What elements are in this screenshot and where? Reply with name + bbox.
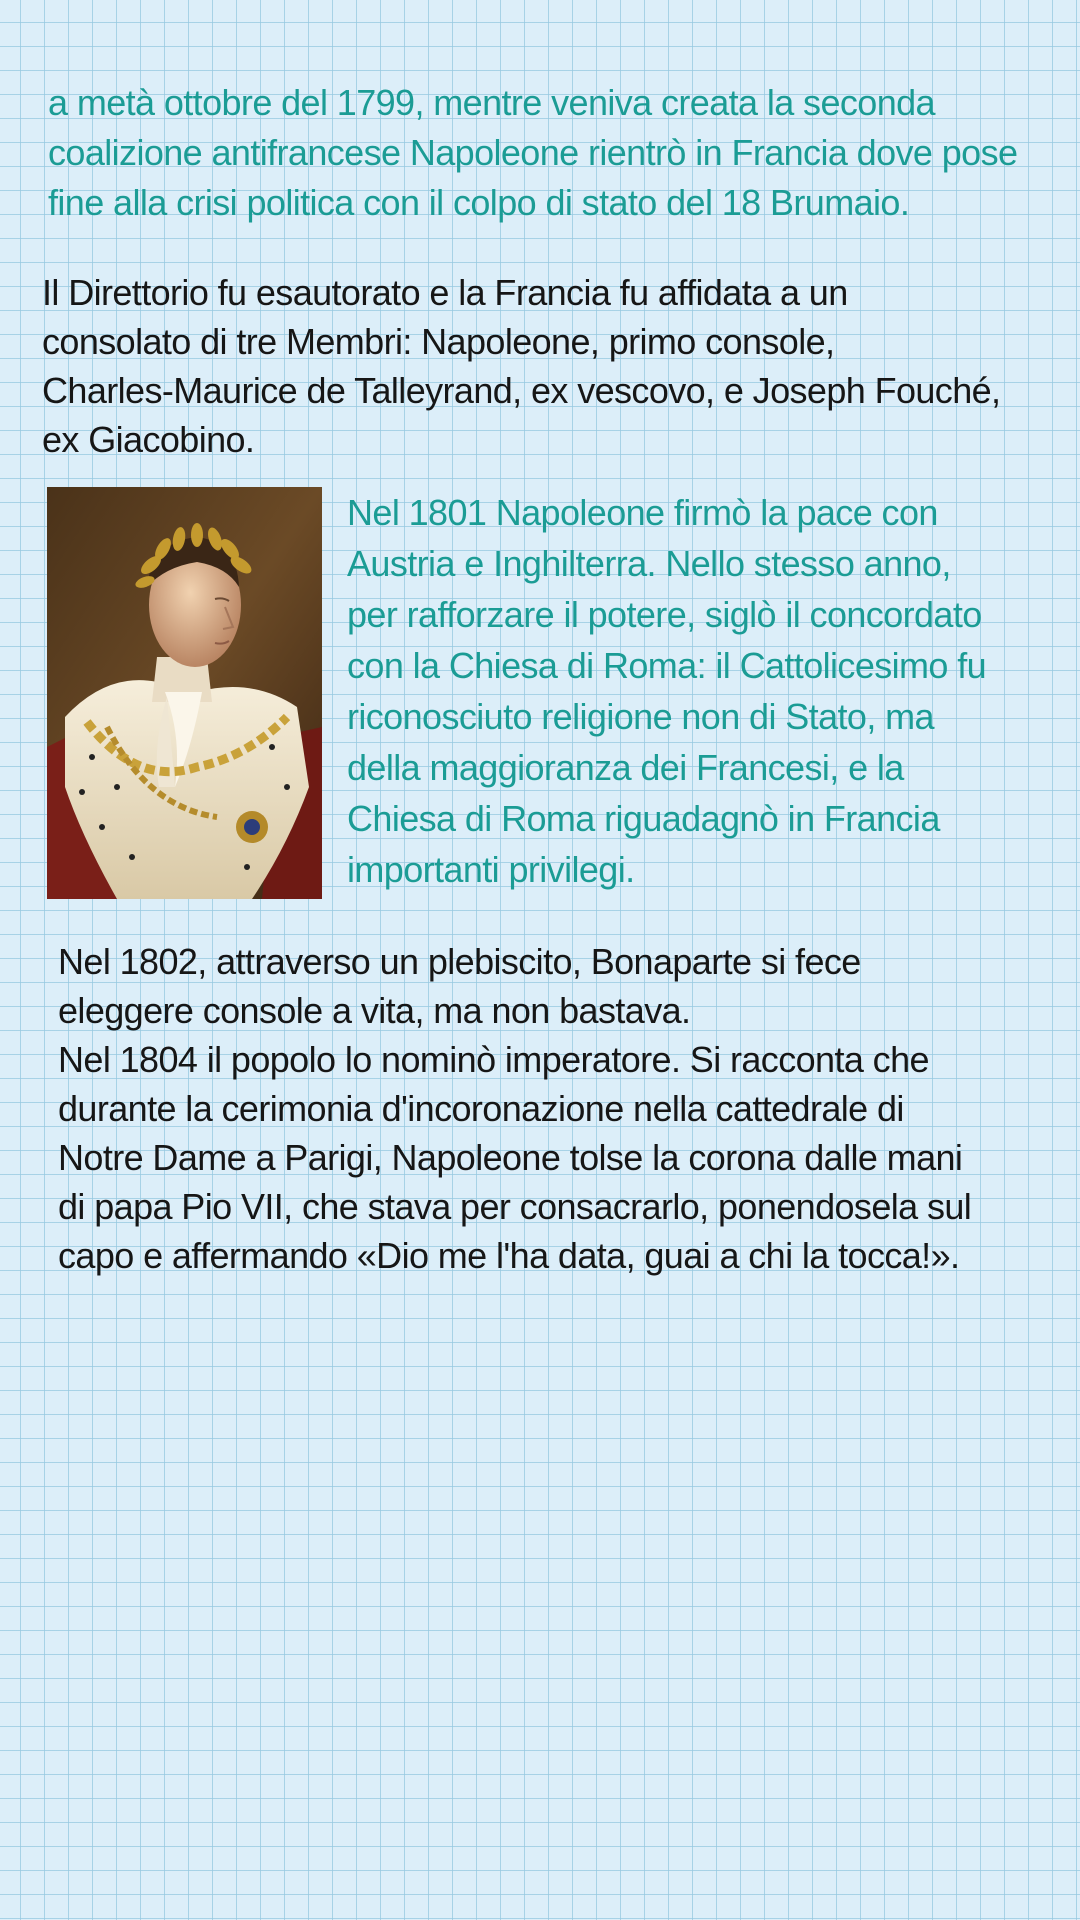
paragraph-brumaio: [48, 78, 1017, 228]
text-line: con la Chiesa di Roma: il Cattolicesimo fu: [347, 645, 987, 686]
text-line: Notre Dame a Parigi, Napoleone tolse la corona dalle mani: [58, 1137, 963, 1178]
text-line: importanti privilegi.: [347, 849, 635, 890]
napoleon-portrait-icon: [47, 487, 322, 899]
text-line: Chiesa di Roma riguadagnò in Francia: [347, 798, 940, 839]
text-line: Nel 1804 il popolo lo nominò imperatore. Si racconta che: [58, 1039, 929, 1080]
text-line: durante la cerimonia d'incoronazione nella cattedrale di: [58, 1088, 904, 1129]
text-line: eleggere console a vita, ma non bastava.: [58, 990, 691, 1031]
text-line: riconosciuto religione non di Stato, ma: [347, 696, 934, 737]
text-line: capo e affermando «Dio me l'ha data, guai a chi la tocca!».: [58, 1235, 960, 1276]
text-line: della maggioranza dei Francesi, e la: [347, 747, 904, 788]
paragraph-consolato: [42, 268, 1000, 464]
text-line: Charles-Maurice de Talleyrand, ex vescovo, e Joseph Fouché,: [42, 370, 1001, 411]
paragraph-concordato: [347, 487, 986, 895]
text-line: coalizione antifrancese Napoleone rientrò in Francia dove pose: [48, 132, 1018, 173]
text-line: per rafforzare il potere, siglò il concordato: [347, 594, 982, 635]
text-line: consolato di tre Membri: Napoleone, primo console,: [42, 321, 835, 362]
text-line: ex Giacobino.: [42, 419, 255, 460]
text-line: Nel 1802, attraverso un plebiscito, Bonaparte si fece: [58, 941, 861, 982]
text-line: Austria e Inghilterra. Nello stesso anno,: [347, 543, 951, 584]
text-line: Nel 1801 Napoleone firmò la pace con: [347, 492, 938, 533]
text-line: fine alla crisi politica con il colpo di stato del 18 Brumaio.: [48, 182, 910, 223]
text-line: di papa Pio VII, che stava per consacrarlo, ponendosela sul: [58, 1186, 972, 1227]
text-line: a metà ottobre del 1799, mentre veniva creata la seconda: [48, 82, 935, 123]
text-line: Il Direttorio fu esautorato e la Francia fu affidata a un: [42, 272, 848, 313]
paragraph-impero: [58, 937, 971, 1280]
napoleon-portrait-image: [47, 487, 322, 899]
